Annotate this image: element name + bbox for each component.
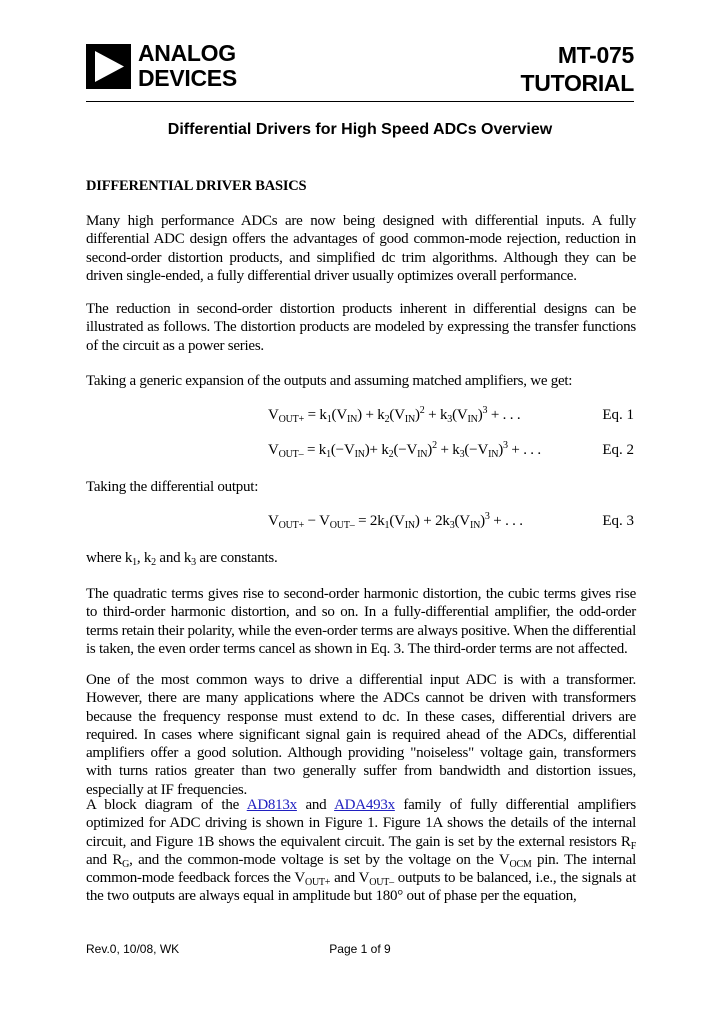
- paragraph-expansion: Taking a generic expansion of the outputs and assuming matched amplifiers, we get:: [86, 373, 573, 389]
- ada493x-link[interactable]: ADA493x: [334, 797, 395, 813]
- equation-2-number: Eq. 2: [602, 442, 634, 458]
- paragraph-constants: where $k_1$, $k_2$ and $k_3$ are constants.: [86, 550, 278, 568]
- document-id: [521, 41, 634, 97]
- footer-page-number: Page 1 of 9: [329, 942, 391, 956]
- brand-line-1: ANALOG: [138, 40, 236, 66]
- paragraph-distortion: The reduction in second-order distortion products inherent in differential designs can be illustrated as follows. The distortion products are modeled by expressing the transfer functions of the circuit as a power series.: [86, 301, 636, 354]
- paragraph-differential-output: Taking the differential output:: [86, 479, 259, 495]
- analog-devices-logo-icon: [86, 44, 131, 89]
- doc-type: TUTORIAL: [520, 70, 634, 96]
- equation-2: $V_{OUT-} = k_1(-V_{IN})+ k_2(-V_{IN})^2 + k_3(-V_{IN})^3$ + . . .: [268, 440, 541, 460]
- section-heading: DIFFERENTIAL DRIVER BASICS: [86, 178, 307, 194]
- equation-1-number: Eq. 1: [602, 407, 634, 423]
- equation-3-number: Eq. 3: [602, 513, 634, 529]
- brand-line-2: DEVICES: [138, 65, 237, 91]
- ad813x-link[interactable]: AD813x: [246, 797, 297, 813]
- paragraph-harmonic-terms: The quadratic terms gives rise to second-order harmonic distortion, the cubic terms gives rise to third-order harmonic distortion, and so on. In a fully-differential amplifier, the odd-order terms retain their polarity, while the even-order terms are always positive. When the differential is taken, the even order terms cancel as shown in Eq. 3. The third-order terms are not affected.: [86, 586, 637, 657]
- doc-number: MT-075: [557, 42, 634, 68]
- paragraph-transformer: One of the most common ways to drive a differential input ADC is with a transformer. However, there are many applications where the ADCs cannot be driven with transformers because the frequency response must extend to dc. In these cases, differential drivers are required. In cases where significant signal gain is required ahead of the ADCs, differential amplifiers offer a good solution. Although providing "noiseless" voltage gain, transformers with turns ratios greater than two generally suffer from bandwidth and distortion issues, especially at IF frequencies.: [86, 672, 636, 798]
- page-title: Differential Drivers for High Speed ADCs Overview: [167, 121, 553, 138]
- equation-1: $V_{OUT+} = k_1(V_{IN}) + k_2(V_{IN})^2 + k_3(V_{IN})^3$ + . . .: [268, 405, 521, 425]
- footer-revision: Rev.0, 10/08, WK: [86, 942, 180, 956]
- header-divider: [86, 101, 634, 102]
- paragraph-intro: Many high performance ADCs are now being designed with differential inputs. A fully differential ADC design offers the advantages of good common-mode rejection, reduction in second-order distortion products, and simplified dc trim algorithms. Although they can be driven single-ended, a fully differential driver usually optimizes overall performance.: [86, 213, 636, 284]
- brand-name: [138, 41, 237, 91]
- equation-3: $V_{OUT+} - V_{OUT-} = 2k_1(V_{IN}) + 2k_3(V_{IN})^3$ + . . .: [268, 511, 523, 531]
- paragraph-block-diagram: A block diagram of the AD813x and ADA493x family of fully differential amplifiers optimized for ADC driving is shown in Figure 1. Figure 1A shows the details of the internal circuit, and Figure 1B shows the equivalent circuit. The gain is set by the external resistors $R_F$ and $R_G$, and the common-mode voltage is set by the voltage on the $V_{OCM}$ pin. The internal common-mode feedback forces the $V_{OUT+}$ and $V_{OUT-}$ outputs to be balanced, i.e., the signals at the two outputs are always equal in amplitude but 180° out of phase per the equation,: [86, 797, 636, 905]
